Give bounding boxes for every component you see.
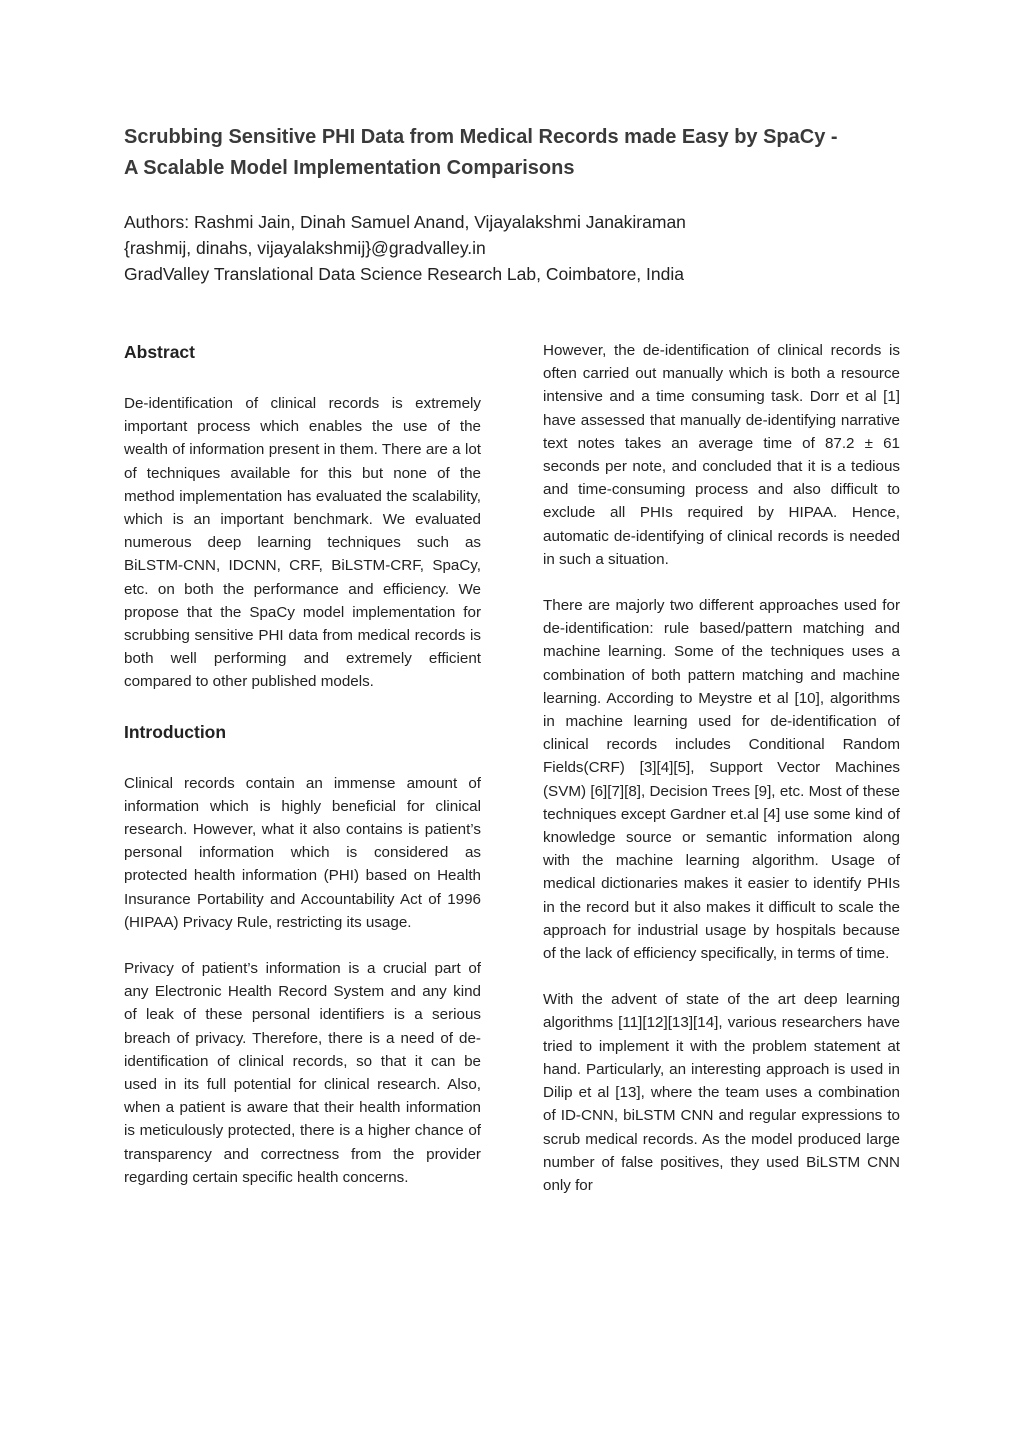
introduction-heading: Introduction bbox=[124, 721, 227, 742]
spacer bbox=[543, 571, 900, 594]
affiliation-line: GradValley Translational Data Science Research Lab, Coimbatore, India bbox=[124, 264, 684, 284]
paper-title bbox=[124, 122, 904, 184]
abstract-heading: Abstract bbox=[124, 342, 195, 362]
intro-paragraph-2: Privacy of patient’s information is a crucial part of any Electronic Health Record System and any kind of leak of these personal identifiers is a serious breach of privacy. Therefore, there is a need of de-identification of clinical records, so that it can be used in its full potential for clinical research. Also, when a patient is aware that their health information is meticulously protected, there is a higher chance of transparency and correctness from the provider regarding certain specific health concerns. bbox=[124, 960, 481, 1186]
intro-paragraph-1: Clinical records contain an immense amount of information which is highly beneficial for clinical research. However, what it also contains is patient’s personal information which is considered as protected health information (PHI) based on Health Insurance Portability and Accountability Act of 1996 (HIPAA) Privacy Rule, restricting its usage. bbox=[124, 774, 481, 931]
right-column bbox=[543, 339, 900, 1197]
spacer bbox=[124, 694, 481, 719]
title-line-2: A Scalable Model Implementation Comparisons bbox=[124, 157, 575, 179]
title-line-1: Scrubbing Sensitive PHI Data from Medical Records made Easy by SpaCy - bbox=[124, 126, 838, 148]
right-paragraph-2: There are majorly two different approaches used for de-identification: rule based/pattern matching and machine learning. Some of the techniques uses a combination of both pattern matching and machine learning. According to Meystre et al [10], algorithms in machine learning used for de-identification of clinical records includes Conditional Random Fields(CRF) [3][4][5], Support Vector Machines (SVM) [6][7][8], Decision Trees [9], etc. Most of these techniques except Gardner et.al [4] use some kind of knowledge source or semantic information along with the machine learning algorithm. Usage of medical dictionaries makes it easier to identify PHIs in the record but it also makes it difficult to scale the approach for industrial usage by hospitals because of the lack of efficiency specifically, in terms of time. bbox=[543, 597, 900, 963]
emails-line: {rashmij, dinahs, vijayalakshmij}@gradvalley.in bbox=[124, 238, 486, 258]
spacer bbox=[543, 965, 900, 988]
left-column bbox=[124, 339, 481, 1189]
spacer bbox=[124, 745, 481, 772]
author-block bbox=[124, 209, 904, 287]
right-paragraph-1: However, the de-identification of clinical records is often carried out manually which is both a resource intensive and a time consuming task. Dorr et al [1] have assessed that manually de-identifying narrative text notes takes an average time of 87.2 ± 61 seconds per note, and concluded that it is a tedious and time-consuming process and also difficult to exclude all PHIs required by HIPAA. Hence, automatic de-identifying of clinical records is needed in such a situation. bbox=[543, 342, 900, 568]
spacer bbox=[124, 365, 481, 392]
authors-line: Authors: Rashmi Jain, Dinah Samuel Anand, Vijayalakshmi Janakiraman bbox=[124, 212, 686, 232]
right-paragraph-3: With the advent of state of the art deep learning algorithms [11][12][13][14], various researchers have tried to implement it with the problem statement at hand. Particularly, an interesting approach is used in Dilip et al [13], where the team uses a combination of ID-CNN, biLSTM CNN and regular expressions to scrub medical records. As the model produced large number of false positives, they used BiLSTM CNN only for bbox=[543, 991, 900, 1194]
spacer bbox=[124, 934, 481, 957]
abstract-text: De-identification of clinical records is extremely important process which enables the use of the wealth of information present in them. There are a lot of techniques available for this but none of the method implementation has evaluated the scalability, which is an important benchmark. We evaluated numerous deep learning techniques such as BiLSTM-CNN, IDCNN, CRF, BiLSTM-CRF, SpaCy, etc. on both the performance and efficiency. We propose that the SpaCy model implementation for scrubbing sensitive PHI data from medical records is both well performing and extremely efficient compared to other published models. bbox=[124, 395, 481, 691]
